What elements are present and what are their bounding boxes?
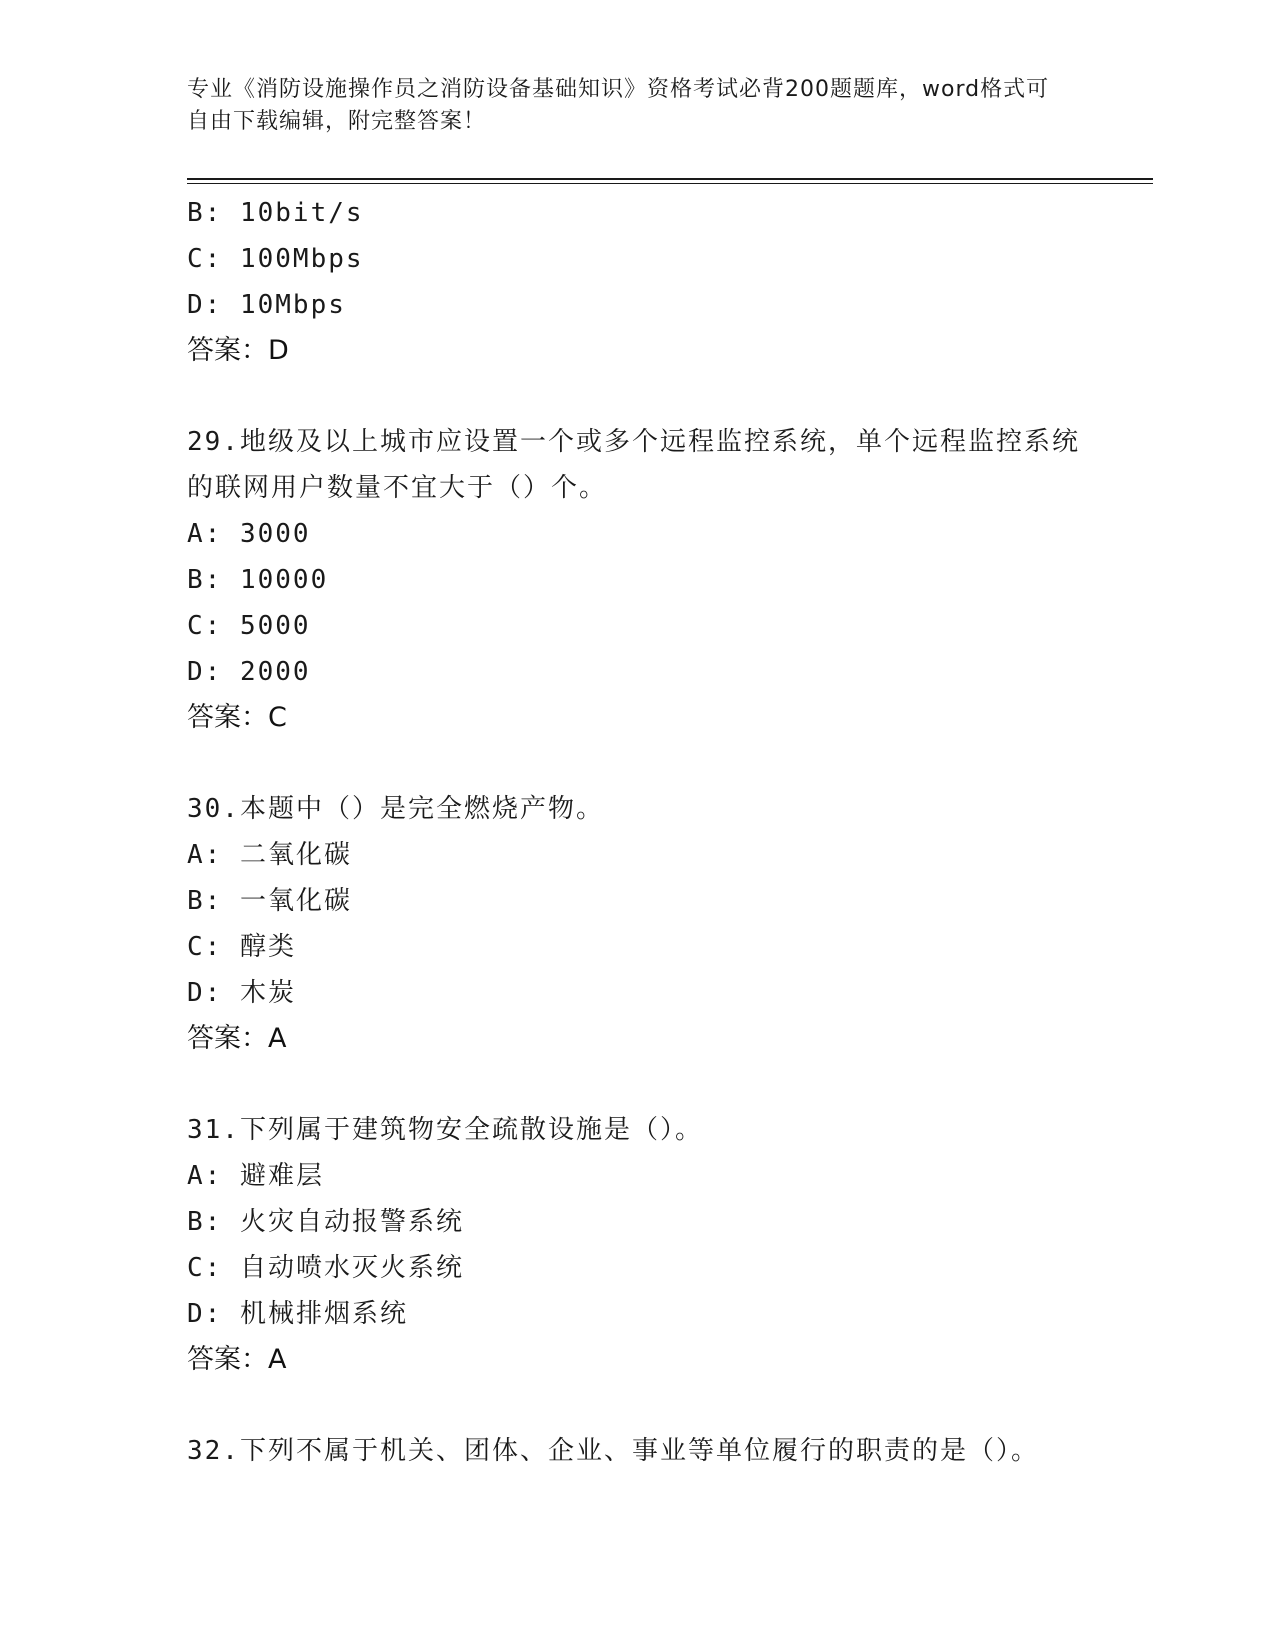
option-d: D: 2000 (187, 657, 311, 687)
option-a: A: 二氧化碳 (187, 840, 352, 870)
option-d: D: 木炭 (187, 978, 296, 1008)
question-31 (187, 1107, 1087, 1383)
option-c: C: 自动喷水灭火系统 (187, 1253, 464, 1283)
spacer (187, 1062, 1087, 1107)
option-c: C: 5000 (187, 611, 311, 641)
option-b: B: 10000 (187, 565, 329, 595)
spacer (187, 1383, 1087, 1428)
question-30 (187, 786, 1087, 1062)
question-text: 29.地级及以上城市应设置一个或多个远程监控系统，单个远程监控系统的联网用户数量不宜大于（）个。 (187, 427, 1080, 503)
option-b: B: 一氧化碳 (187, 886, 352, 916)
header-divider-thin (187, 183, 1153, 184)
option-c: C: 醇类 (187, 932, 296, 962)
option-d: D: 机械排烟系统 (187, 1299, 408, 1329)
question-text: 30.本题中（）是完全燃烧产物。 (187, 794, 604, 824)
spacer (187, 741, 1087, 786)
question-29 (187, 419, 1087, 741)
answer: 答案：A (187, 1023, 287, 1054)
option-a: A: 3000 (187, 519, 311, 549)
option-a: A: 避难层 (187, 1161, 324, 1191)
question-32 (187, 1428, 1087, 1474)
question-list (187, 190, 1087, 1474)
spacer (187, 374, 1087, 419)
option-c: C: 100Mbps (187, 244, 364, 274)
document-header: 专业《消防设施操作员之消防设备基础知识》资格考试必背200题题库，word格式可自由下载编辑，附完整答案！ (187, 77, 1050, 134)
header-divider (187, 178, 1153, 180)
question-text: 32.下列不属于机关、团体、企业、事业等单位履行的职责的是（）。 (187, 1436, 1039, 1466)
question-28-continued (187, 190, 1087, 374)
option-d: D: 10Mbps (187, 290, 346, 320)
answer: 答案：A (187, 1344, 287, 1375)
option-b: B: 火灾自动报警系统 (187, 1207, 464, 1237)
answer: 答案：C (187, 702, 287, 733)
option-b: B: 10bit/s (187, 198, 364, 228)
answer: 答案：D (187, 335, 289, 366)
question-text: 31.下列属于建筑物安全疏散设施是（）。 (187, 1115, 703, 1145)
